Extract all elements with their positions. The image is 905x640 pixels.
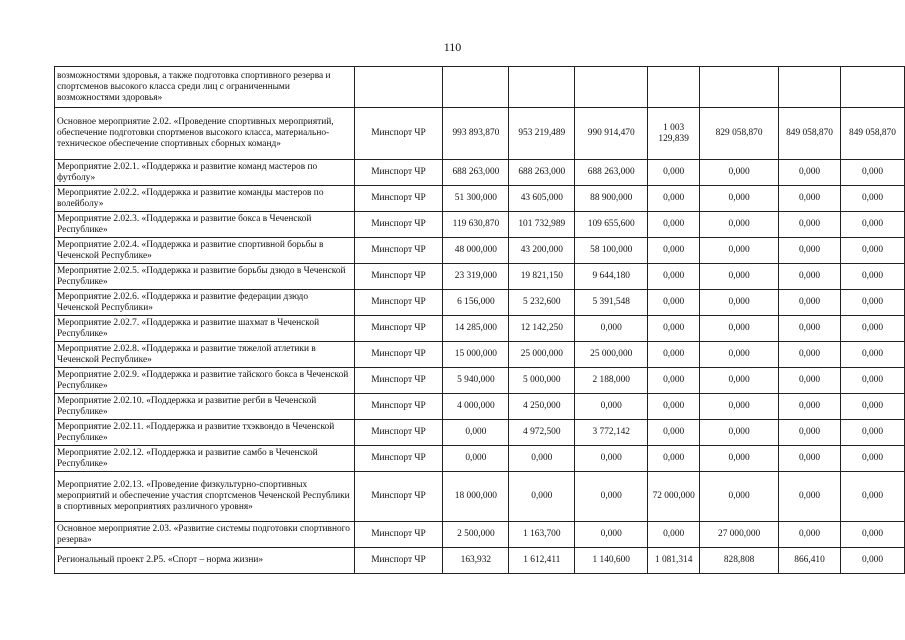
activity-name-cell: возможностями здоровья, а также подготовка спортивного резерва и спортсменов высокого класса среди лиц с ограниченными возможностями здоровья» <box>55 67 355 108</box>
executor-cell: Минспорт ЧР <box>354 420 443 446</box>
table-row <box>55 446 905 472</box>
amount-cell: 163,932 <box>443 548 509 574</box>
amount-cell <box>779 67 841 108</box>
activity-name-cell: Мероприятие 2.02.13. «Проведение физкультурно-спортивных мероприятий и обеспечение участия спортсменов Чеченской Республики в спортивных мероприятиях различного уровня» <box>55 472 355 522</box>
amount-cell: 58 100,000 <box>575 238 648 264</box>
amount-cell: 48 000,000 <box>443 238 509 264</box>
amount-cell: 0,000 <box>648 420 700 446</box>
page-number: 110 <box>443 40 462 54</box>
table-row <box>55 290 905 316</box>
amount-cell: 0,000 <box>509 446 575 472</box>
amount-cell: 688 263,000 <box>509 160 575 186</box>
table-row <box>55 264 905 290</box>
amount-cell: 0,000 <box>840 238 904 264</box>
activity-name-cell: Мероприятие 2.02.7. «Поддержка и развитие шахмат в Чеченской Республике» <box>55 316 355 342</box>
amount-cell: 0,000 <box>779 160 841 186</box>
amount-cell: 0,000 <box>648 290 700 316</box>
executor-cell: Минспорт ЧР <box>354 472 443 522</box>
amount-cell: 688 263,000 <box>575 160 648 186</box>
amount-cell: 5 232,600 <box>509 290 575 316</box>
amount-cell: 0,000 <box>575 394 648 420</box>
amount-cell: 0,000 <box>648 238 700 264</box>
amount-cell: 27 000,000 <box>700 522 779 548</box>
amount-cell: 0,000 <box>700 368 779 394</box>
amount-cell: 2 188,000 <box>575 368 648 394</box>
amount-cell: 15 000,000 <box>443 342 509 368</box>
amount-cell: 0,000 <box>840 212 904 238</box>
executor-cell: Минспорт ЧР <box>354 548 443 574</box>
amount-cell: 4 250,000 <box>509 394 575 420</box>
activity-name-cell: Мероприятие 2.02.8. «Поддержка и развитие тяжелой атлетики в Чеченской Республике» <box>55 342 355 368</box>
table-row <box>55 212 905 238</box>
amount-cell: 0,000 <box>700 420 779 446</box>
amount-cell: 0,000 <box>779 290 841 316</box>
amount-cell: 51 300,000 <box>443 186 509 212</box>
amount-cell: 0,000 <box>648 394 700 420</box>
activity-name-cell: Мероприятие 2.02.5. «Поддержка и развитие борьбы дзюдо в Чеченской Республике» <box>55 264 355 290</box>
amount-cell <box>648 67 700 108</box>
amount-cell: 25 000,000 <box>509 342 575 368</box>
amount-cell: 0,000 <box>779 212 841 238</box>
amount-cell: 0,000 <box>779 446 841 472</box>
amount-cell: 5 000,000 <box>509 368 575 394</box>
amount-cell: 1 163,700 <box>509 522 575 548</box>
activity-name-cell: Мероприятие 2.02.11. «Поддержка и развитие тхэквондо в Чеченской Республике» <box>55 420 355 446</box>
amount-cell: 0,000 <box>648 316 700 342</box>
amount-cell: 0,000 <box>575 446 648 472</box>
amount-cell: 0,000 <box>700 264 779 290</box>
amount-cell: 0,000 <box>700 290 779 316</box>
activity-name-cell: Мероприятие 2.02.12. «Поддержка и развитие самбо в Чеченской Республике» <box>55 446 355 472</box>
amount-cell: 0,000 <box>779 420 841 446</box>
amount-cell: 0,000 <box>840 342 904 368</box>
amount-cell: 0,000 <box>509 472 575 522</box>
amount-cell: 0,000 <box>779 394 841 420</box>
amount-cell: 0,000 <box>648 160 700 186</box>
executor-cell: Минспорт ЧР <box>354 446 443 472</box>
activity-name-cell: Мероприятие 2.02.9. «Поддержка и развитие тайского бокса в Чеченской Республике» <box>55 368 355 394</box>
amount-cell: 0,000 <box>840 290 904 316</box>
amount-cell: 0,000 <box>700 238 779 264</box>
amount-cell: 0,000 <box>840 394 904 420</box>
table-row <box>55 108 905 160</box>
amount-cell: 0,000 <box>700 446 779 472</box>
amount-cell: 0,000 <box>779 238 841 264</box>
amount-cell <box>700 67 779 108</box>
amount-cell: 993 893,870 <box>443 108 509 160</box>
amount-cell: 0,000 <box>648 342 700 368</box>
amount-cell: 109 655,600 <box>575 212 648 238</box>
executor-cell: Минспорт ЧР <box>354 368 443 394</box>
amount-cell: 0,000 <box>779 472 841 522</box>
activity-name-cell: Мероприятие 2.02.6. «Поддержка и развитие федерации дзюдо Чеченской Республики» <box>55 290 355 316</box>
amount-cell: 18 000,000 <box>443 472 509 522</box>
executor-cell: Минспорт ЧР <box>354 522 443 548</box>
amount-cell: 0,000 <box>840 472 904 522</box>
amount-cell: 953 219,489 <box>509 108 575 160</box>
table-row <box>55 160 905 186</box>
amount-cell: 0,000 <box>700 186 779 212</box>
activity-name-cell: Мероприятие 2.02.2. «Поддержка и развитие команды мастеров по волейболу» <box>55 186 355 212</box>
amount-cell: 990 914,470 <box>575 108 648 160</box>
amount-cell: 688 263,000 <box>443 160 509 186</box>
amount-cell: 0,000 <box>700 212 779 238</box>
amount-cell: 72 000,000 <box>648 472 700 522</box>
amount-cell: 0,000 <box>575 522 648 548</box>
amount-cell: 12 142,250 <box>509 316 575 342</box>
activity-name-cell: Мероприятие 2.02.4. «Поддержка и развитие спортивной борьбы в Чеченской Республике» <box>55 238 355 264</box>
amount-cell: 0,000 <box>648 186 700 212</box>
amount-cell: 0,000 <box>700 342 779 368</box>
table-row <box>55 316 905 342</box>
table-row <box>55 420 905 446</box>
executor-cell: Минспорт ЧР <box>354 160 443 186</box>
budget-table-body <box>55 67 905 574</box>
amount-cell: 0,000 <box>648 212 700 238</box>
table-row <box>55 548 905 574</box>
amount-cell: 43 605,000 <box>509 186 575 212</box>
amount-cell: 849 058,870 <box>840 108 904 160</box>
activity-name-cell: Мероприятие 2.02.3. «Поддержка и развитие бокса в Чеченской Республике» <box>55 212 355 238</box>
amount-cell: 2 500,000 <box>443 522 509 548</box>
executor-cell: Минспорт ЧР <box>354 108 443 160</box>
amount-cell: 0,000 <box>443 446 509 472</box>
budget-table <box>54 66 905 574</box>
amount-cell: 0,000 <box>840 446 904 472</box>
amount-cell: 0,000 <box>700 472 779 522</box>
amount-cell: 1 081,314 <box>648 548 700 574</box>
amount-cell: 0,000 <box>779 186 841 212</box>
amount-cell: 25 000,000 <box>575 342 648 368</box>
amount-cell: 6 156,000 <box>443 290 509 316</box>
amount-cell: 0,000 <box>779 316 841 342</box>
amount-cell: 0,000 <box>840 316 904 342</box>
amount-cell: 0,000 <box>779 522 841 548</box>
amount-cell: 4 972,500 <box>509 420 575 446</box>
amount-cell: 19 821,150 <box>509 264 575 290</box>
amount-cell: 1 140,600 <box>575 548 648 574</box>
activity-name-cell: Основное мероприятие 2.02. «Проведение спортивных мероприятий, обеспечение подготовки спортменов высокого класса, материально-техническое обеспечение спортивных сборных команд» <box>55 108 355 160</box>
executor-cell: Минспорт ЧР <box>354 316 443 342</box>
activity-name-cell: Основное мероприятие 2.03. «Развитие системы подготовки спортивного резерва» <box>55 522 355 548</box>
amount-cell: 0,000 <box>443 420 509 446</box>
amount-cell: 0,000 <box>700 316 779 342</box>
amount-cell: 0,000 <box>648 368 700 394</box>
amount-cell: 3 772,142 <box>575 420 648 446</box>
activity-name-cell: Мероприятие 2.02.1. «Поддержка и развитие команд мастеров по футболу» <box>55 160 355 186</box>
amount-cell: 4 000,000 <box>443 394 509 420</box>
amount-cell: 5 391,548 <box>575 290 648 316</box>
amount-cell: 23 319,000 <box>443 264 509 290</box>
amount-cell: 0,000 <box>840 420 904 446</box>
executor-cell: Минспорт ЧР <box>354 212 443 238</box>
amount-cell: 0,000 <box>840 368 904 394</box>
amount-cell: 0,000 <box>700 394 779 420</box>
executor-cell <box>354 67 443 108</box>
amount-cell <box>509 67 575 108</box>
table-row <box>55 238 905 264</box>
amount-cell: 0,000 <box>700 160 779 186</box>
executor-cell: Минспорт ЧР <box>354 238 443 264</box>
amount-cell: 1 612,411 <box>509 548 575 574</box>
amount-cell: 0,000 <box>648 522 700 548</box>
amount-cell: 849 058,870 <box>779 108 841 160</box>
amount-cell <box>840 67 904 108</box>
amount-cell: 0,000 <box>840 186 904 212</box>
amount-cell: 0,000 <box>779 342 841 368</box>
table-row <box>55 394 905 420</box>
table-row <box>55 522 905 548</box>
amount-cell: 0,000 <box>648 264 700 290</box>
table-row <box>55 368 905 394</box>
amount-cell <box>443 67 509 108</box>
amount-cell: 0,000 <box>575 316 648 342</box>
amount-cell: 0,000 <box>648 446 700 472</box>
activity-name-cell: Региональный проект 2.Р5. «Спорт – норма жизни» <box>55 548 355 574</box>
table-row <box>55 342 905 368</box>
amount-cell: 14 285,000 <box>443 316 509 342</box>
amount-cell: 88 900,000 <box>575 186 648 212</box>
amount-cell <box>575 67 648 108</box>
amount-cell: 0,000 <box>840 264 904 290</box>
amount-cell: 829 058,870 <box>700 108 779 160</box>
amount-cell: 866,410 <box>779 548 841 574</box>
table-row <box>55 472 905 522</box>
table-row <box>55 186 905 212</box>
activity-name-cell: Мероприятие 2.02.10. «Поддержка и развитие регби в Чеченской Республике» <box>55 394 355 420</box>
amount-cell: 0,000 <box>575 472 648 522</box>
amount-cell: 43 200,000 <box>509 238 575 264</box>
amount-cell: 1 003 129,839 <box>648 108 700 160</box>
amount-cell: 0,000 <box>840 522 904 548</box>
amount-cell: 101 732,989 <box>509 212 575 238</box>
amount-cell: 0,000 <box>840 548 904 574</box>
amount-cell: 0,000 <box>779 368 841 394</box>
amount-cell: 0,000 <box>779 264 841 290</box>
amount-cell: 119 630,870 <box>443 212 509 238</box>
amount-cell: 0,000 <box>840 160 904 186</box>
amount-cell: 5 940,000 <box>443 368 509 394</box>
executor-cell: Минспорт ЧР <box>354 290 443 316</box>
executor-cell: Минспорт ЧР <box>354 186 443 212</box>
table-row <box>55 67 905 108</box>
amount-cell: 9 644,180 <box>575 264 648 290</box>
amount-cell: 828,808 <box>700 548 779 574</box>
executor-cell: Минспорт ЧР <box>354 264 443 290</box>
executor-cell: Минспорт ЧР <box>354 394 443 420</box>
executor-cell: Минспорт ЧР <box>354 342 443 368</box>
